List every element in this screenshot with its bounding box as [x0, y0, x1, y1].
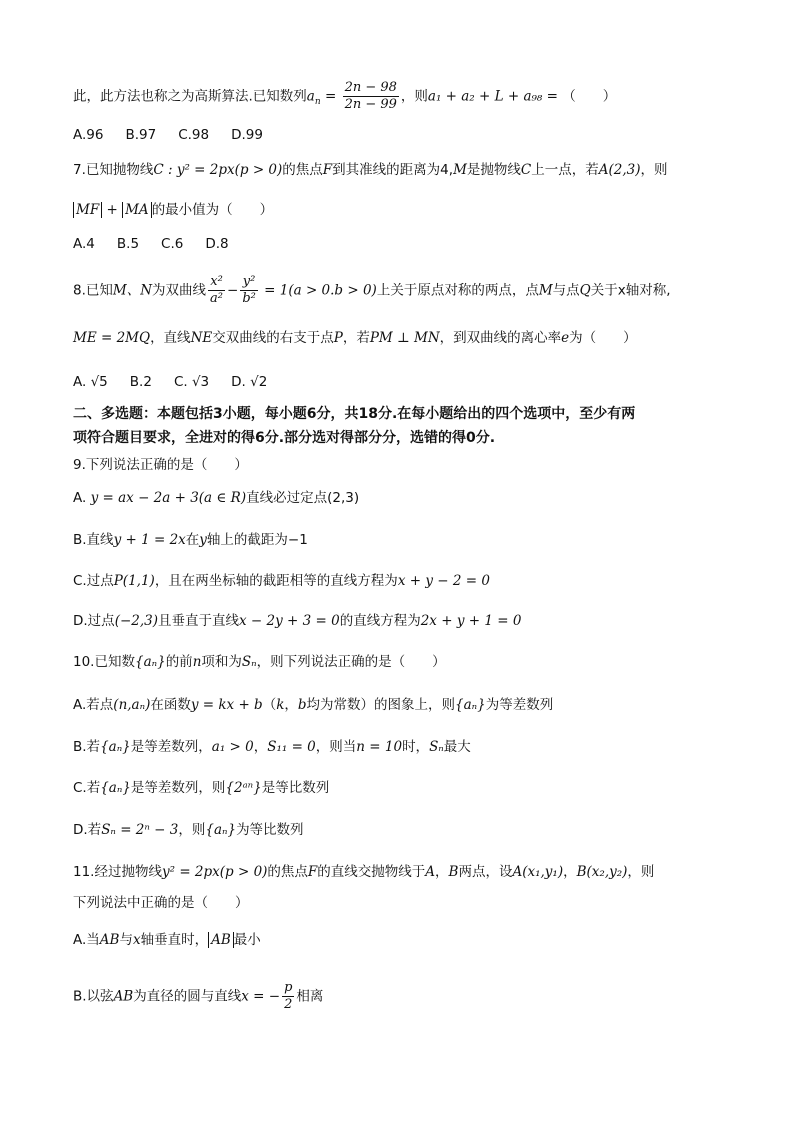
- point-a-coords: A(x₁,y₁): [512, 864, 564, 880]
- option-text-2: ，则当: [315, 739, 357, 755]
- sum-symbol: Sₙ: [429, 739, 444, 755]
- b-symbol: b: [297, 697, 307, 713]
- q10-question: ，则下列说法正确的是（ ）: [256, 654, 446, 670]
- eccentricity-symbol: e: [561, 330, 570, 346]
- point-a: A(2,3): [598, 162, 641, 178]
- condition-2: S₁₁ = 0: [267, 739, 316, 755]
- comma-2: ，: [563, 864, 577, 880]
- q10-option-b: [73, 737, 471, 757]
- equals-sign: =: [320, 88, 341, 105]
- axis-symbol: y: [199, 532, 207, 548]
- q6-stem-line: [73, 80, 616, 113]
- sequence: {aₙ}: [455, 697, 486, 713]
- q8-label: 8.已知: [73, 282, 113, 299]
- q7-text-4: 上一点，若: [531, 162, 599, 178]
- point-m: M: [538, 282, 553, 299]
- line-x-equals: x = −: [241, 988, 281, 1005]
- sequence: {aₙ}: [205, 822, 237, 838]
- parabola-equation: C : y² = 2px(p > 0): [153, 162, 283, 178]
- numerator: p: [284, 980, 293, 995]
- option-text-3: 均为常数）的图象上，则: [306, 697, 456, 713]
- q8-stem-line: [73, 274, 671, 307]
- q6-sum-expression: a₁ + a₂ + L + a₉₈ =: [427, 88, 563, 105]
- q7-option-a: A.4: [73, 236, 95, 252]
- option-label: A.: [73, 490, 91, 506]
- q7-stem-line-2: [73, 200, 273, 220]
- seq-fraction: [343, 80, 399, 113]
- q7-label: 7.已知抛物线: [73, 162, 154, 178]
- sequence: {aₙ}: [134, 654, 166, 670]
- option-text-2: 相离: [296, 988, 324, 1005]
- y-fraction: [240, 274, 258, 307]
- seq-symbol: a: [306, 88, 315, 105]
- fraction-denominator: 2n − 99: [344, 97, 397, 112]
- abs-ab: AB: [208, 932, 234, 948]
- point: (n,aₙ): [113, 697, 151, 713]
- q8-option-a: A. √5: [73, 374, 108, 390]
- option-text-3: 最小: [233, 932, 261, 948]
- segment-ab: AB: [113, 988, 134, 1005]
- line-equation: y = ax − 2a + 3(a ∈ R): [90, 490, 247, 506]
- q9-option-a: [73, 488, 359, 508]
- q8-text-1: 为双曲线: [152, 282, 207, 299]
- function: y = kx + b: [190, 697, 263, 713]
- option-label: A.若点: [73, 697, 114, 713]
- answer-blank: （ ）: [562, 88, 617, 105]
- points-mn: M、N: [112, 282, 153, 299]
- option-label: C.过点: [73, 573, 114, 589]
- seq-index: n: [314, 97, 321, 108]
- q6-option-c: C.98: [178, 127, 210, 143]
- option-label: B.以弦: [73, 988, 114, 1005]
- option-text: 是等差数列，则: [130, 780, 226, 796]
- q8b-text-2: 交双曲线的右支于点: [212, 330, 334, 346]
- q10-stem: [73, 652, 446, 672]
- q7-question: 的最小值为（ ）: [151, 202, 274, 218]
- option-text: 直线必过定点(2,3): [246, 490, 360, 506]
- q10-option-d: [73, 820, 304, 840]
- y-numerator: y²: [240, 274, 258, 291]
- q7-options: [73, 234, 251, 254]
- line-equation-1: x − 2y + 3 = 0: [239, 613, 340, 629]
- q8-option-c: C. √3: [173, 374, 210, 390]
- q8b-text-3: ，若: [342, 330, 370, 346]
- option-label: A.当: [73, 932, 100, 948]
- q11-option-a: [73, 930, 261, 950]
- option-text-2: 轴垂直时，: [140, 932, 209, 948]
- point-p: P: [333, 330, 343, 346]
- q9-option-d: [73, 611, 521, 631]
- vector-equation: ME = 2MQ: [73, 330, 151, 346]
- q11-stem: [73, 862, 654, 882]
- option-label: B.若: [73, 739, 101, 755]
- option-label: C.若: [73, 780, 101, 796]
- option-text-2: 的直线方程为: [339, 613, 421, 629]
- line-ne: NE: [190, 330, 213, 346]
- q11-option-b: [73, 980, 323, 1013]
- option-text: 是等差数列，: [130, 739, 212, 755]
- q11-label: 11.经过抛物线: [73, 864, 162, 880]
- x-symbol: x: [132, 932, 141, 948]
- q11-text-4: ，则: [627, 864, 655, 880]
- q10-text-1: 的前: [165, 654, 193, 670]
- q6-options: [73, 125, 285, 145]
- comma: ，: [284, 697, 298, 713]
- q8-text-3: 与点: [552, 282, 580, 299]
- q6-option-a: A.96: [73, 127, 104, 143]
- q8-text-4: 关于x轴对称,: [590, 282, 671, 299]
- q6-option-b: B.97: [125, 127, 157, 143]
- option-text-3: 时，: [402, 739, 430, 755]
- perpendicular-condition: PM ⊥ MN: [369, 330, 440, 346]
- plus-sign: +: [102, 202, 123, 218]
- point-b: B: [448, 864, 459, 880]
- option-text-2: （: [262, 697, 277, 713]
- focus-symbol: F: [322, 162, 333, 178]
- q9-option-b: [73, 530, 308, 550]
- option-text-2: 轴上的截距为−1: [206, 532, 308, 548]
- q8b-text-4: ，到双曲线的离心率: [439, 330, 562, 346]
- q8b-text-1: ，直线: [150, 330, 191, 346]
- y-denominator: b²: [242, 291, 256, 306]
- p-over-2: [282, 980, 294, 1013]
- q9-option-c: [73, 571, 490, 591]
- q10-option-c: [73, 778, 329, 798]
- option-label: D.若: [73, 822, 102, 838]
- option-text-2: 是等比数列: [261, 780, 330, 796]
- q10-label: 10.已知数: [73, 654, 135, 670]
- q11-text-2: 的直线交抛物线于: [317, 864, 426, 880]
- sequence: {aₙ}: [100, 739, 131, 755]
- section-2-heading-cont: 项符合题目要求，全进对的得6分.部分选对得部分分，选错的得0分.: [73, 430, 496, 446]
- q10-option-a: [73, 695, 553, 715]
- q9-stem: 9.下列说法正确的是（ ）: [73, 457, 248, 473]
- option-text: 与: [119, 932, 133, 948]
- focus-symbol: F: [307, 864, 318, 880]
- k-symbol: k: [276, 697, 285, 713]
- minus-sign: −: [227, 282, 239, 299]
- condition-3: n = 10: [356, 739, 403, 755]
- abs-mf: MF: [73, 202, 102, 218]
- q6-option-d: D.99: [231, 127, 263, 143]
- x-fraction: [208, 274, 225, 307]
- parabola-equation: y² = 2px(p > 0): [161, 864, 268, 880]
- n-symbol: n: [192, 654, 202, 670]
- sequence: {aₙ}: [100, 780, 131, 796]
- fraction-numerator: 2n − 98: [344, 80, 397, 95]
- point-p: P(1,1): [113, 573, 155, 589]
- section-2-heading: 二、多选题：本题包括3小题，每小题6分，共18分.在每小题给出的四个选项中，至少有两: [73, 406, 636, 422]
- point-m: M: [453, 162, 467, 178]
- q8-text-2: 上关于原点对称的两点，点: [376, 282, 539, 299]
- q7-text-3: 是抛物线: [466, 162, 521, 178]
- segment-ab: AB: [99, 932, 120, 948]
- point-a: A: [425, 864, 436, 880]
- point: (−2,3): [114, 613, 159, 629]
- option-text-4: 为等差数列: [485, 697, 554, 713]
- q6-stem-text: 此，此方法也称之为高斯算法.已知数列: [73, 88, 307, 105]
- x-numerator: x²: [208, 274, 225, 291]
- q11-text-1: 的焦点: [267, 864, 308, 880]
- sum-formula: Sₙ = 2ⁿ − 3: [101, 822, 179, 838]
- q11-text-3: 两点，设: [458, 864, 513, 880]
- q11-stem-cont: 下列说法中正确的是（ ）: [73, 895, 249, 911]
- q8b-question: 为（ ）: [569, 330, 637, 346]
- q8-stem-line-2: [73, 328, 637, 348]
- q6-stem-connector: ，则: [400, 88, 428, 105]
- line-equation: y + 1 = 2x: [113, 532, 186, 548]
- option-label: D.过点: [73, 613, 115, 629]
- option-text: 且垂直于直线: [158, 613, 240, 629]
- q7-option-c: C.6: [161, 236, 184, 252]
- q7-text-5: ，则: [640, 162, 668, 178]
- point-q: Q: [579, 282, 591, 299]
- option-text-4: 最大: [443, 739, 471, 755]
- comma: ，: [253, 739, 268, 755]
- q8-option-b: B.2: [129, 374, 152, 390]
- option-text: 在: [185, 532, 200, 548]
- option-text: ，且在两坐标轴的截距相等的直线方程为: [154, 573, 398, 589]
- q7-text-2: 到其准线的距离为4,: [332, 162, 454, 178]
- q8-options: [73, 372, 289, 392]
- comma: ，: [435, 864, 449, 880]
- option-text-2: 为等比数列: [236, 822, 304, 838]
- denominator: 2: [284, 997, 293, 1012]
- q8-option-d: D. √2: [231, 374, 268, 390]
- curve-c: C: [520, 162, 532, 178]
- q7-stem-line: [73, 160, 668, 180]
- line-equation-2: 2x + y + 1 = 0: [420, 613, 522, 629]
- line-equation: x + y − 2 = 0: [397, 573, 490, 589]
- q7-option-b: B.5: [116, 236, 140, 252]
- q7-text-1: 的焦点: [282, 162, 323, 178]
- option-label: B.直线: [73, 532, 114, 548]
- sequence-2: {2ᵃⁿ}: [225, 780, 262, 796]
- sum-symbol: Sₙ: [241, 654, 257, 670]
- point-b-coords: B(x₂,y₂): [576, 864, 628, 880]
- hyperbola-condition: = 1(a > 0.b > 0): [259, 282, 377, 299]
- q7-option-d: D.8: [205, 236, 229, 252]
- condition-1: a₁ > 0: [211, 739, 254, 755]
- option-text: 为直径的圆与直线: [133, 988, 242, 1005]
- q10-text-2: 项和为: [201, 654, 242, 670]
- option-text: ，则: [178, 822, 206, 838]
- option-text: 在函数: [150, 697, 191, 713]
- x-denominator: a²: [210, 291, 223, 306]
- abs-ma: MA: [122, 202, 152, 218]
